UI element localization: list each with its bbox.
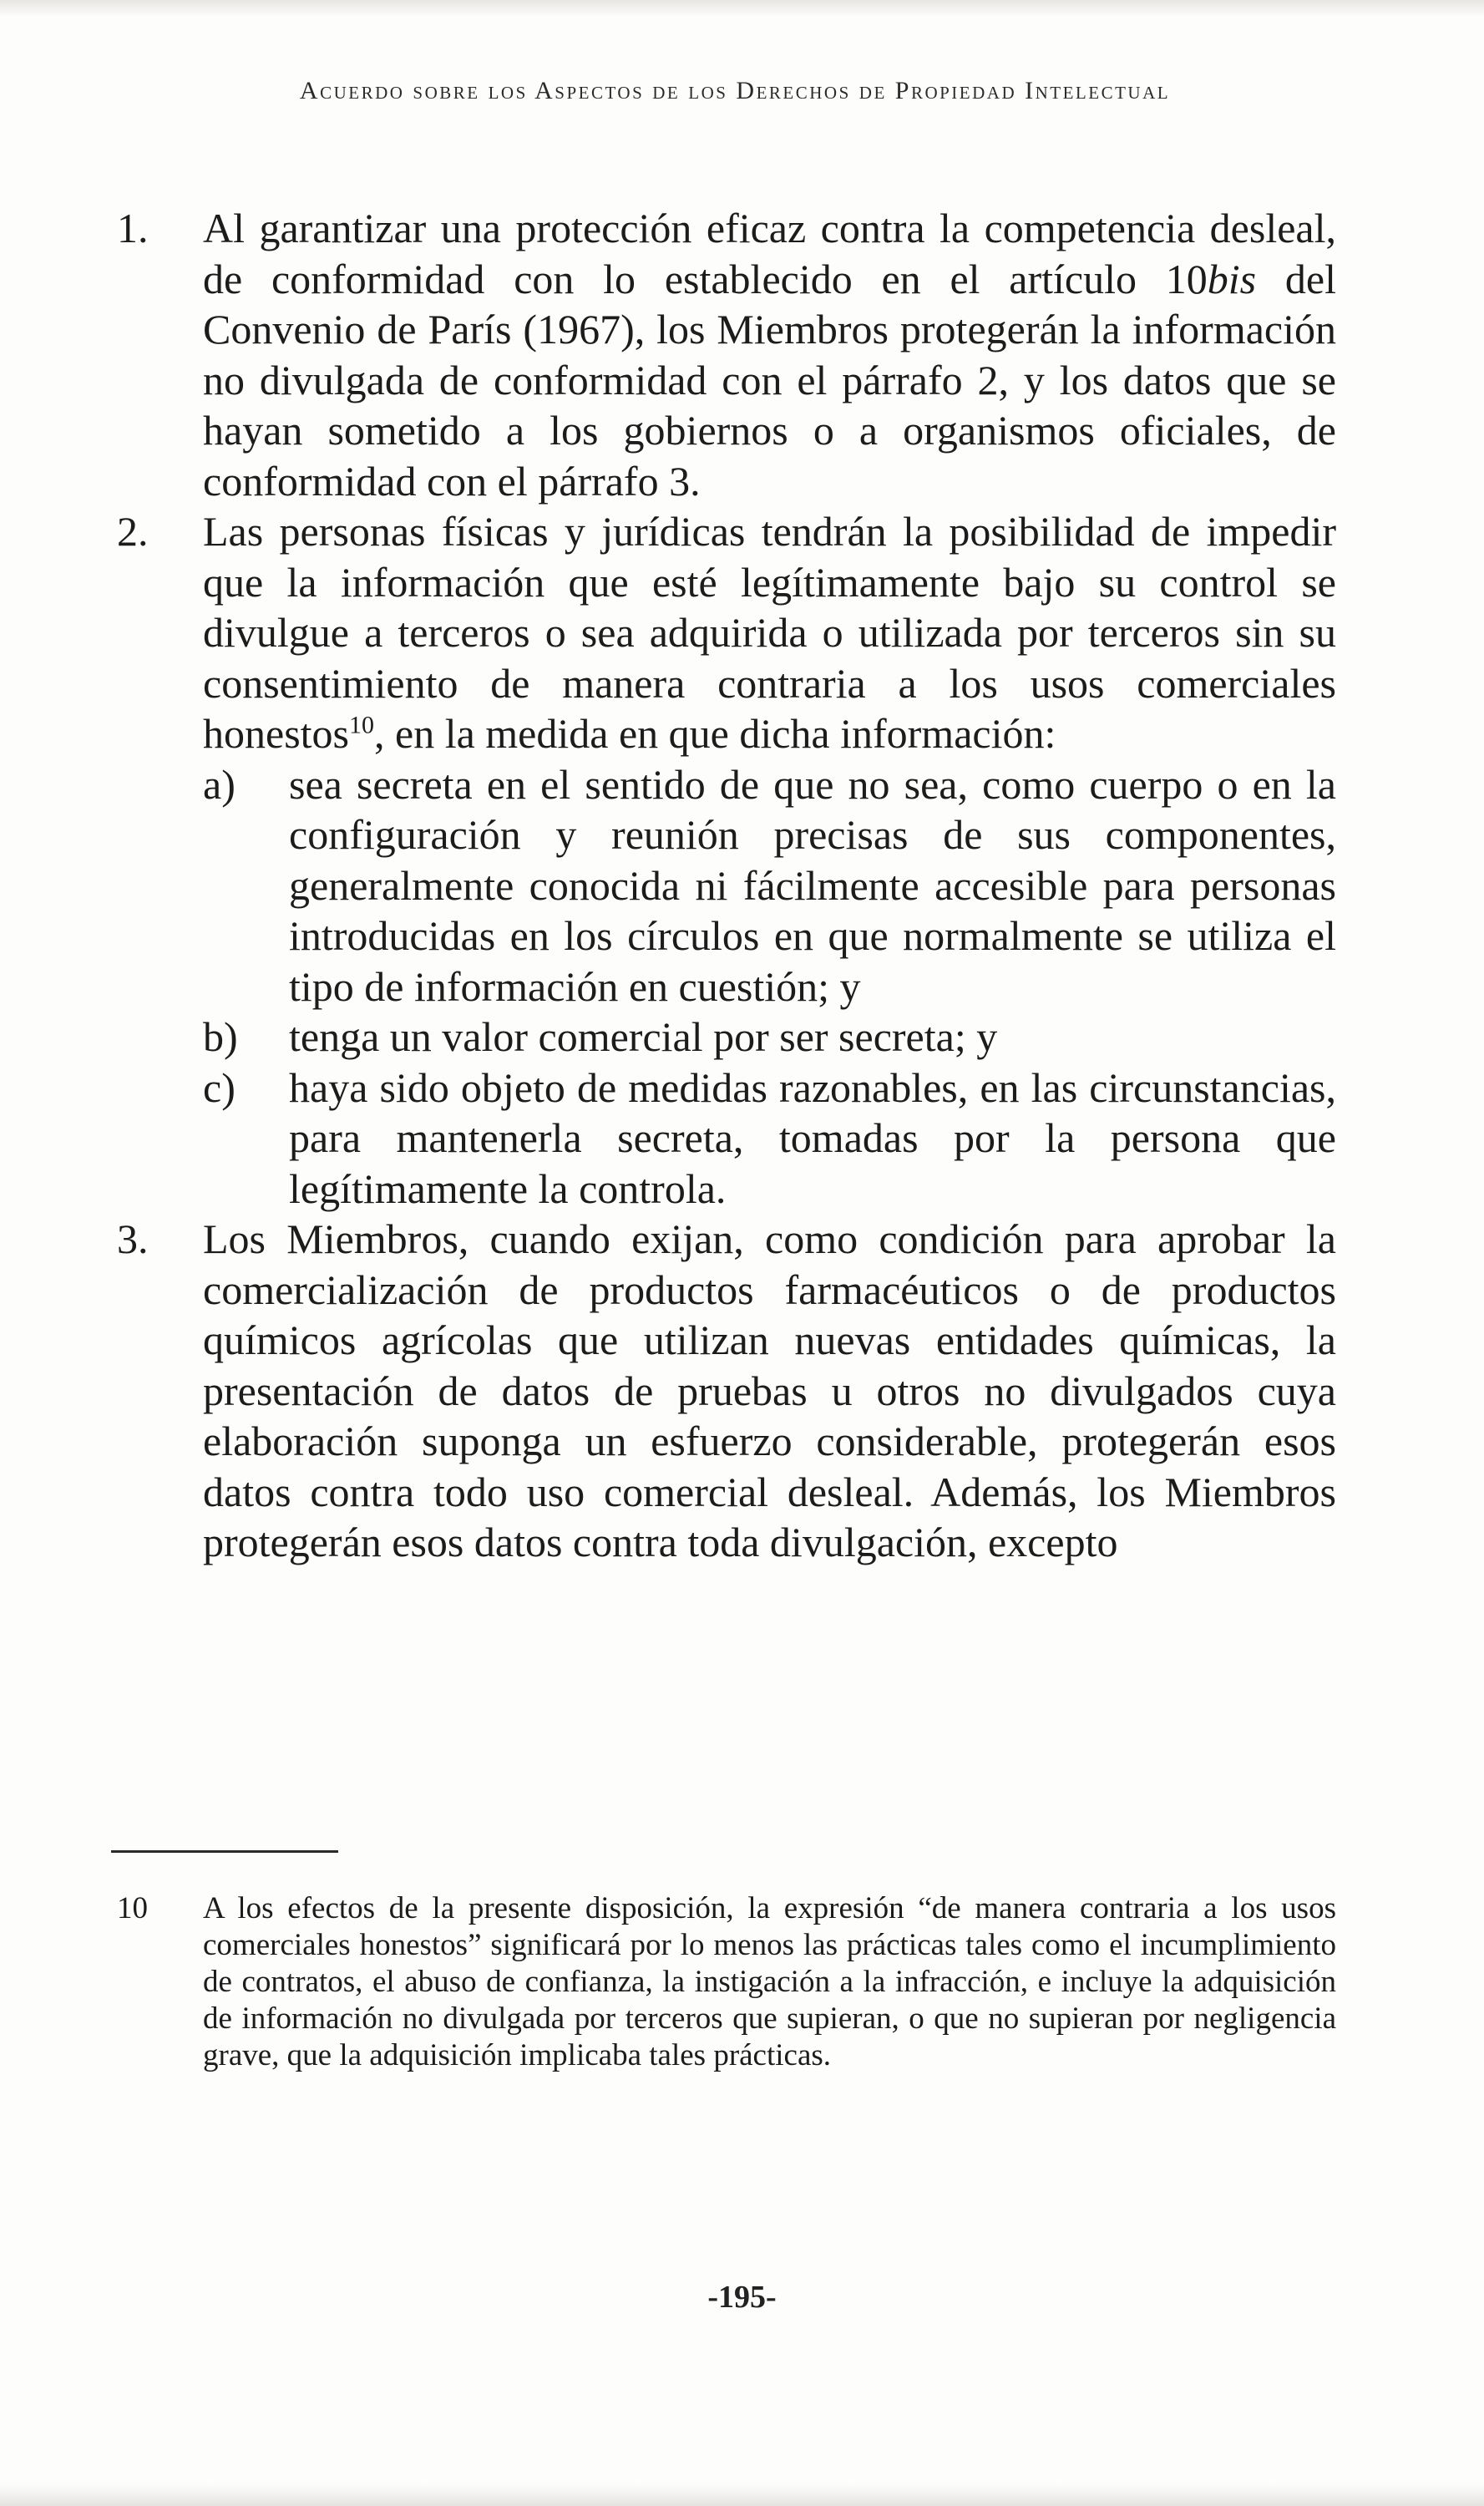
- paragraph-number: 2.: [117, 508, 149, 555]
- paragraph-text-part: , en la medida en que dicha información:: [374, 710, 1056, 757]
- footnote-text: A los efectos de la presente disposición, la expresión “de manera contraria a los usos comerciales honestos” significará por lo menos las prácticas tales como el incumplimiento de contratos, el abuso de confianza, la instigación a la infracción, e incluye la adquisición de información no divulgada por terceros que supieran, o que no supieran por negligencia grave, que la adquisición implicaba tales prácticas.: [203, 1891, 1336, 2072]
- paragraph-text-part: del Convenio de París (1967), los Miembros protegerán la información no divulgada de conformidad con el párrafo 2, y los datos que se hayan sometido a los gobiernos o a organismos oficiales, de conformidad con el párrafo 3.: [203, 255, 1336, 505]
- footnote-separator-rule: [111, 1850, 338, 1853]
- subitem-a: [203, 759, 1336, 1012]
- paragraph-number: 1.: [117, 205, 149, 251]
- paragraph-1: [117, 203, 1336, 506]
- italic-bis: bis: [1207, 255, 1257, 302]
- paragraph-2: [117, 506, 1336, 1214]
- paragraph-text: [203, 506, 1336, 1214]
- paragraph-3: [117, 1214, 1336, 1568]
- subitem-c: [203, 1063, 1336, 1215]
- paragraph-text-part: Al garantizar una protección eficaz contra la competencia desleal, de conformidad con lo establecido en el artículo 10: [203, 205, 1336, 302]
- subitem-b: [203, 1012, 1336, 1063]
- scan-edge-bottom: [0, 2484, 1484, 2506]
- subitem-text: haya sido objeto de medidas razonables, en las circunstancias, para mantenerla secreta, tomadas por la persona que legítimamente la controla.: [289, 1063, 1336, 1212]
- paragraph-text-part: Las personas físicas y jurídicas tendrán la posibilidad de impedir que la información que esté legítimamente bajo su control se divulgue a terceros o sea adquirida o utilizada por terceros sin su consentimiento de manera contraria a los usos comerciales honestos: [203, 508, 1336, 757]
- subitem-letter: b): [203, 1013, 238, 1060]
- footnote: [117, 1890, 1336, 2074]
- footnote-number: 10: [117, 1891, 148, 1925]
- running-header: Acuerdo sobre los Aspectos de los Derechos de Propiedad Intelectual: [299, 77, 1171, 104]
- paragraph-number: 3.: [117, 1215, 149, 1262]
- article-paragraph-list: [117, 203, 1336, 1568]
- subitem-letter: a): [203, 760, 236, 808]
- footnote-reference: 10: [349, 711, 374, 739]
- subitem-letter: c): [203, 1063, 236, 1111]
- scan-edge-top: [0, 0, 1484, 17]
- page-number: -195-: [707, 2280, 777, 2315]
- paragraph-text: [203, 203, 1336, 506]
- subitem-text: tenga un valor comercial por ser secreta; y: [289, 1013, 998, 1060]
- subitem-text: sea secreta en el sentido de que no sea, como cuerpo o en la configuración y reunión precisas de sus componentes, generalmente conocida ni fácilmente accesible para personas introducidas en los círculos en que normalmente se utiliza el tipo de información en cuestión; y: [289, 760, 1336, 1010]
- subitem-list: [203, 759, 1336, 1215]
- paragraph-text: Los Miembros, cuando exijan, como condición para aprobar la comercialización de productos farmacéuticos o de productos químicos agrícolas que utilizan nuevas entidades químicas, la presentación de datos de pruebas u otros no divulgados cuya elaboración suponga un esfuerzo considerable, protegerán esos datos contra todo uso comercial desleal. Además, los Miembros protegerán esos datos contra toda divulgación, excepto: [203, 1215, 1336, 1565]
